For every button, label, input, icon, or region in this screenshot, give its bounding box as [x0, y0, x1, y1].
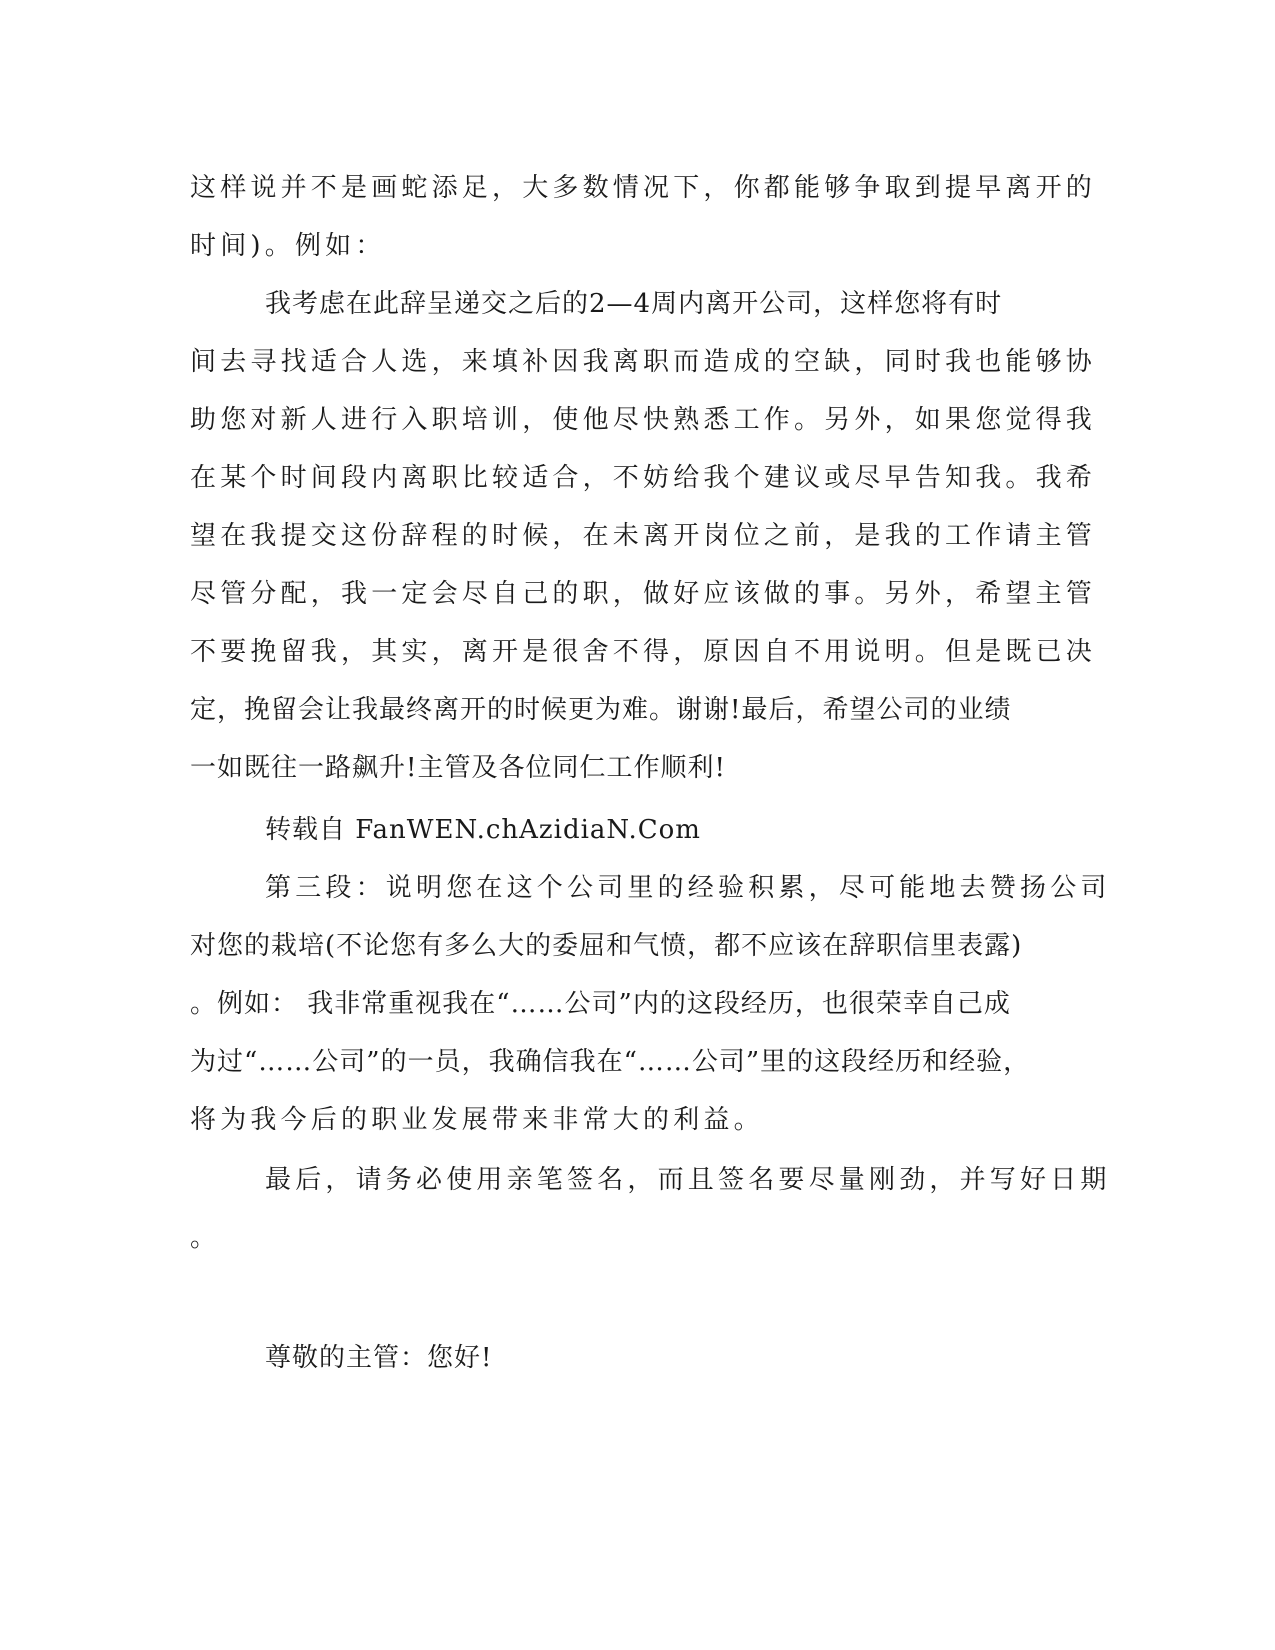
text-line-3: 我考虑在此辞呈递交之后的2—4周内离开公司，这样您将有时: [265, 289, 1003, 319]
text-line-16: 为过“……公司”的一员，我确信我在“……公司”里的这段经历和经验，: [190, 1047, 1031, 1077]
text-line-14: 对您的栽培(不论您有多么大的委屈和气愤，都不应该在辞职信里表露): [190, 931, 1023, 961]
text-line-9: 不要挽留我，其实，离开是很舍不得，原因自不用说明。但是既已决: [190, 637, 1097, 667]
text-line-8: 尽管分配，我一定会尽自己的职，做好应该做的事。另外，希望主管: [190, 579, 1097, 609]
text-line-13: 第三段：说明您在这个公司里的经验积累，尽可能地去赞扬公司: [265, 873, 1111, 903]
source-line: 转载自 FanWEN.chAzidiaN.Com: [265, 815, 701, 845]
text-line-17: 将为我今后的职业发展带来非常大的利益。: [190, 1105, 764, 1135]
text-line-19: 。: [190, 1223, 221, 1253]
text-line-15: 。例如： 我非常重视我在“……公司”内的这段经历，也很荣幸自己成: [190, 989, 1011, 1019]
text-line-6: 在某个时间段内离职比较适合，不妨给我个建议或尽早告知我。我希: [190, 463, 1097, 493]
text-line-4: 间去寻找适合人选，来填补因我离职而造成的空缺，同时我也能够协: [190, 347, 1097, 377]
text-line-7: 望在我提交这份辞程的时候，在未离开岗位之前，是我的工作请主管: [190, 521, 1097, 551]
text-line-2: 时间)。例如：: [190, 231, 386, 261]
text-line-5: 助您对新人进行入职培训，使他尽快熟悉工作。另外，如果您觉得我: [190, 405, 1097, 435]
text-line-10: 定，挽留会让我最终离开的时候更为难。谢谢!最后，希望公司的业绩: [190, 695, 1012, 725]
text-line-11: 一如既往一路飙升!主管及各位同仁工作顺利!: [190, 753, 726, 783]
text-line-1: 这样说并不是画蛇添足，大多数情况下，你都能够争取到提早离开的: [190, 173, 1097, 203]
text-line-18: 最后，请务必使用亲笔签名，而且签名要尽量刚劲，并写好日期: [265, 1165, 1111, 1195]
salutation-line: 尊敬的主管：您好!: [265, 1343, 493, 1373]
